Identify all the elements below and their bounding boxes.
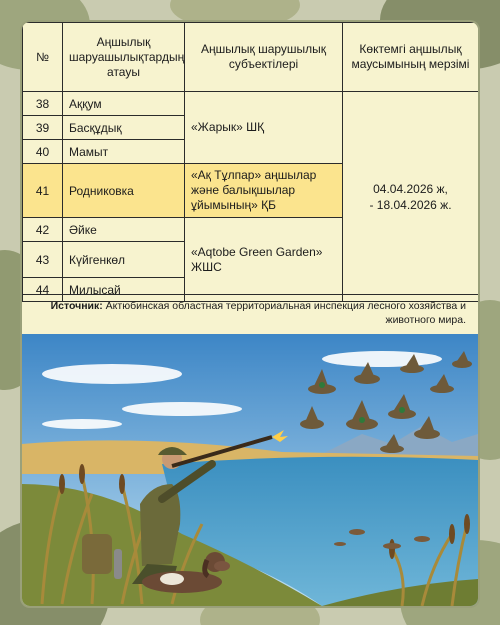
row-name: Басқұдық [63, 116, 185, 140]
entity-cell: «Aqtobe Green Garden» ЖШС [185, 218, 343, 302]
source-note [22, 294, 478, 334]
info-card [22, 22, 478, 606]
row-name: Әйке [63, 218, 185, 242]
row-name: Күйгенкөл [63, 242, 185, 278]
row-name: Мамыт [63, 140, 185, 164]
period-start: 04.04.2026 ж, [373, 181, 448, 196]
header-period: Көктемгі аңшылық маусымының мерзімі [343, 23, 479, 92]
header-entity: Аңшылық шарушылық субъектілері [185, 23, 343, 92]
source-label: Источник: [50, 300, 103, 312]
header-name: Аңшылық шаруашылықтардың атауы [63, 23, 185, 92]
hunting-illustration [22, 334, 478, 606]
row-num: 44 [23, 278, 63, 302]
period-cell [343, 92, 479, 302]
entity-cell: «Ақ Тұлпар» аңшылар және балықшылар ұйымының» ҚБ [185, 164, 343, 218]
row-name: Аққум [63, 92, 185, 116]
row-name: Родниковка [63, 164, 185, 218]
header-num: № [23, 23, 63, 92]
row-num: 40 [23, 140, 63, 164]
row-num: 43 [23, 242, 63, 278]
period-end: - 18.04.2026 ж. [369, 197, 452, 212]
entity-cell: «Жарык» ШҚ [185, 92, 343, 164]
row-num: 42 [23, 218, 63, 242]
source-text: Актюбинская областная территориальная инспекция лесного хозяйства и животного мира. [102, 300, 466, 326]
row-num: 39 [23, 116, 63, 140]
hunting-table [22, 22, 478, 302]
row-num: 41 [23, 164, 63, 218]
row-name: Милысай [63, 278, 185, 302]
row-num: 38 [23, 92, 63, 116]
